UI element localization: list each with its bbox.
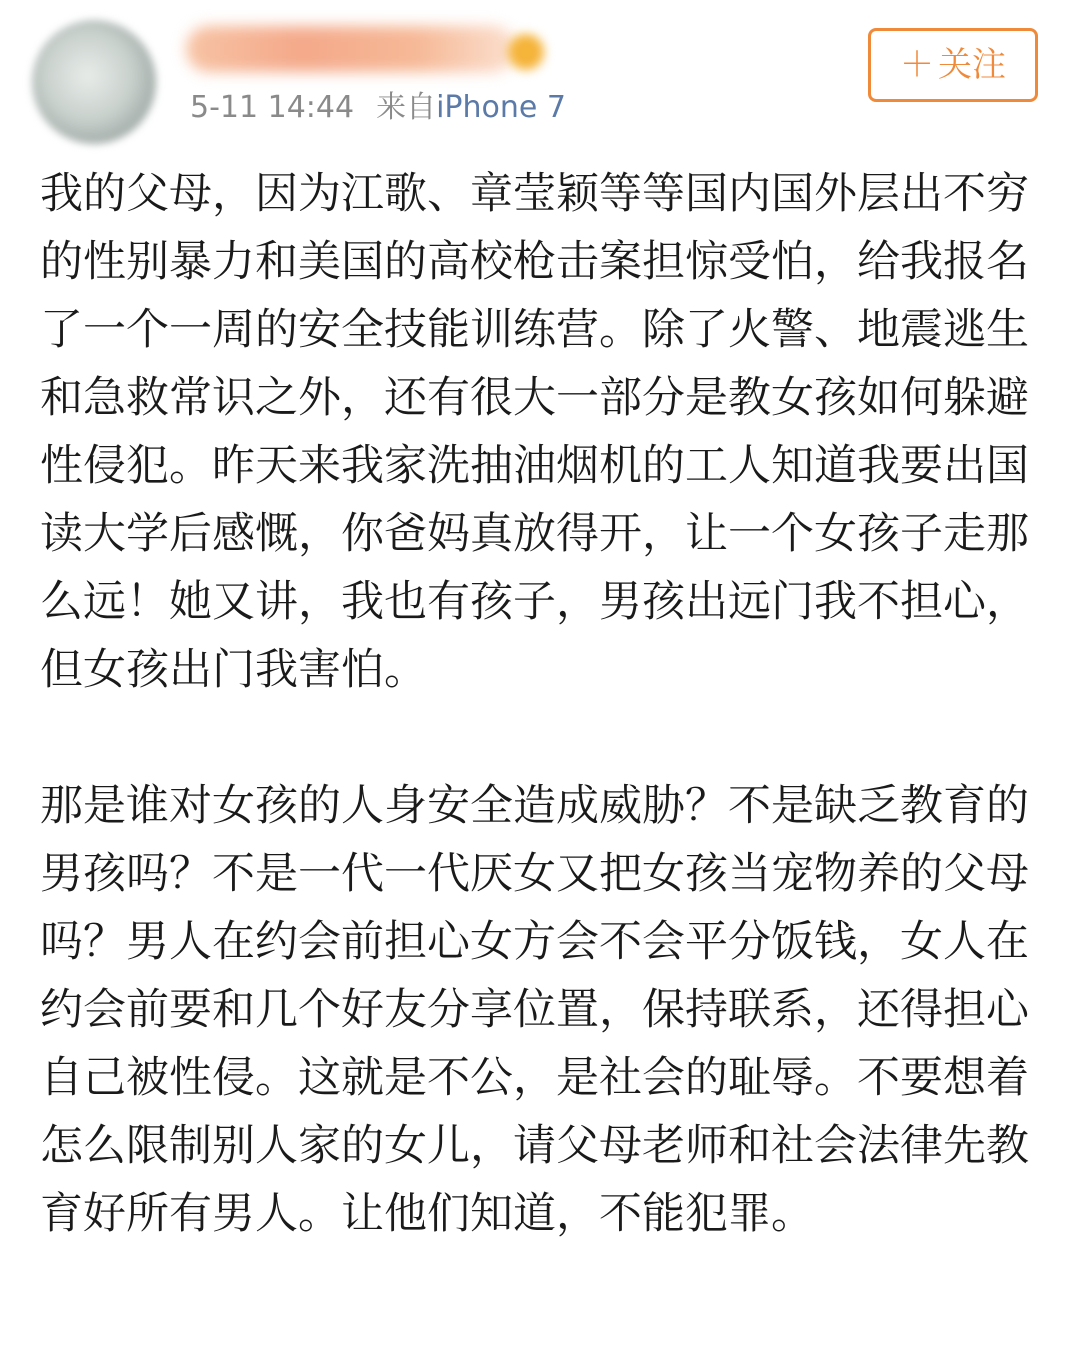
follow-label: 关注	[938, 45, 1006, 85]
source-prefix: 来自	[376, 90, 437, 125]
username[interactable]	[186, 26, 516, 72]
follow-button[interactable]	[868, 28, 1038, 102]
post-paragraph-1: 我的父母，因为江歌、章莹颖等等国内国外层出不穷的性别暴力和美国的高校枪击案担惊受怕，给我报名了一个一周的安全技能训练营。除了火警、地震逃生和急救常识之外，还有很大一部分是教女孩如何躲避性侵犯。昨天来我家洗抽油烟机的工人知道我要出国读大学后感慨，你爸妈真放得开，让一个女孩子走那么远！她又讲，我也有孩子，男孩出远门我不担心，但女孩出门我害怕。	[40, 169, 1029, 695]
verified-badge-icon	[508, 34, 544, 70]
device-source-link[interactable]: iPhone 7	[436, 90, 566, 125]
post-paragraph-2: 那是谁对女孩的人身安全造成威胁？不是缺乏教育的男孩吗？不是一代一代厌女又把女孩当宠物养的父母吗？男人在约会前担心女方会不会平分饭钱，女人在约会前要和几个好友分享位置，保持联系，还得担心自己被性侵。这就是不公，是社会的耻辱。不要想着怎么限制别人家的女儿，请父母老师和社会法律先教育好所有男人。让他们知道，不能犯罪。	[40, 781, 1029, 1239]
timestamp: 5-11 14:44	[190, 90, 355, 125]
post-body	[40, 160, 1040, 1248]
post-meta	[190, 88, 566, 128]
plus-icon: ＋	[900, 45, 934, 85]
avatar[interactable]	[32, 20, 156, 144]
post-header	[0, 0, 1080, 150]
